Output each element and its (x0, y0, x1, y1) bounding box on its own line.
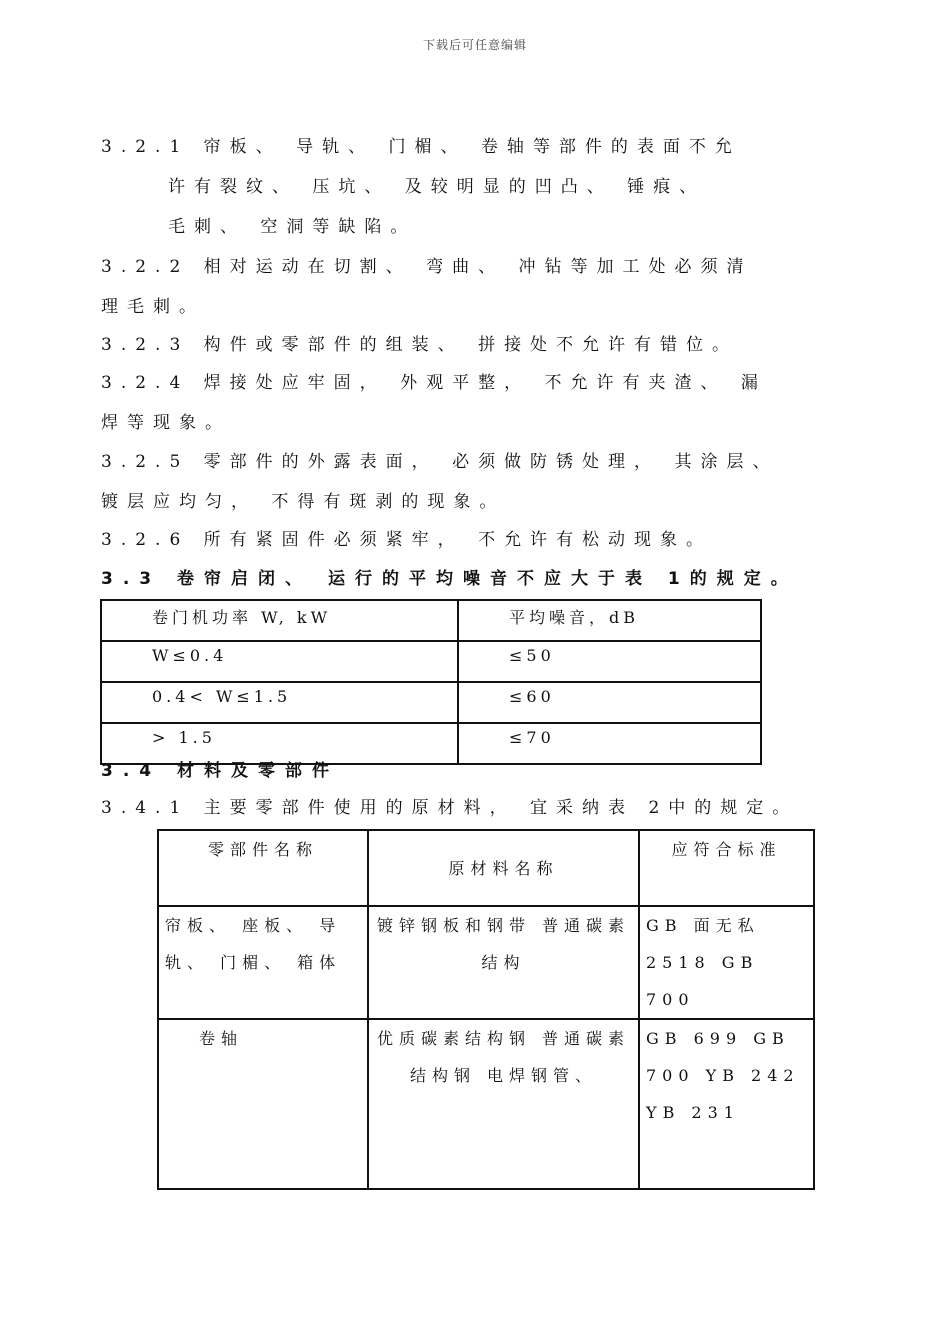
paragraph-line: 3.4.1 主要零部件使用的原材料， 宜采纳表 2中的规定。 (101, 798, 799, 818)
table-header-row (101, 600, 761, 641)
section-heading-3-4: 3.4 材料及零部件 (101, 761, 340, 781)
table-header-cell: 原材料名称 (368, 830, 639, 906)
paragraph-line: 3.2.4 焊接处应牢固， 外观平整， 不允许有夹渣、 漏 (101, 373, 767, 393)
table-cell: GB 面无私 2518 GB 700 (639, 906, 814, 1019)
paragraph-line: 毛刺、 空洞等缺陷。 (168, 217, 417, 237)
table-cell: ≤50 (458, 641, 761, 682)
table-header-cell: 零部件名称 (158, 830, 368, 906)
table-row (158, 906, 814, 1019)
materials-table (157, 829, 815, 1190)
paragraph-line: 3.2.6 所有紧固件必须紧牢， 不允许有松动现象。 (101, 530, 713, 550)
table-cell: GB 699 GB 700 YB 242 YB 231 (639, 1019, 814, 1189)
paragraph-line: 理毛刺。 (101, 297, 205, 317)
paragraph-line: 3.2.5 零部件的外露表面， 必须做防锈处理， 其涂层、 (101, 452, 779, 472)
table-header-cell: 平均噪音，dB (458, 600, 761, 641)
table-header-cell: 卷门机功率 W, kW (101, 600, 458, 641)
paragraph-line: 3.2.3 构件或零部件的组装、 拼接处不允许有错位。 (101, 335, 739, 355)
table-row (101, 641, 761, 682)
table-cell: 0.4< W≤1.5 (101, 682, 458, 723)
table-row (101, 682, 761, 723)
section-heading-3-3: 3.3 卷帘启闭、 运行的平均噪音不应大于表 1的规定。 (101, 569, 798, 589)
table-cell: ≤60 (458, 682, 761, 723)
table-cell: ≤70 (458, 723, 761, 764)
noise-table (100, 599, 762, 765)
table-cell: 镀锌钢板和钢带 普通碳素结构 (368, 906, 639, 1019)
paragraph-line: 焊等现象。 (101, 413, 231, 433)
table-header-row (158, 830, 814, 906)
table-cell: 优质碳素结构钢 普通碳素结构钢 电焊钢管、 (368, 1019, 639, 1189)
paragraph-line: 3.2.2 相对运动在切割、 弯曲、 冲钻等加工处必须清 (101, 257, 753, 277)
table-cell: W≤0.4 (101, 641, 458, 682)
table-cell: 卷轴 (158, 1019, 368, 1189)
paragraph-line: 3.2.1 帘板、 导轨、 门楣、 卷轴等部件的表面不允 (101, 137, 741, 157)
paragraph-line: 许有裂纹、 压坑、 及较明显的凹凸、 锤痕、 (168, 177, 706, 197)
table-header-cell: 应符合标准 (639, 830, 814, 906)
table-row (158, 1019, 814, 1189)
paragraph-line: 镀层应均匀， 不得有斑剥的现象。 (101, 492, 506, 512)
table-cell: 帘板、 座板、 导轨、 门楣、 箱体 (158, 906, 368, 1019)
table-cell: > 1.5 (101, 723, 458, 764)
page-header: 下载后可任意编辑 (422, 38, 527, 52)
